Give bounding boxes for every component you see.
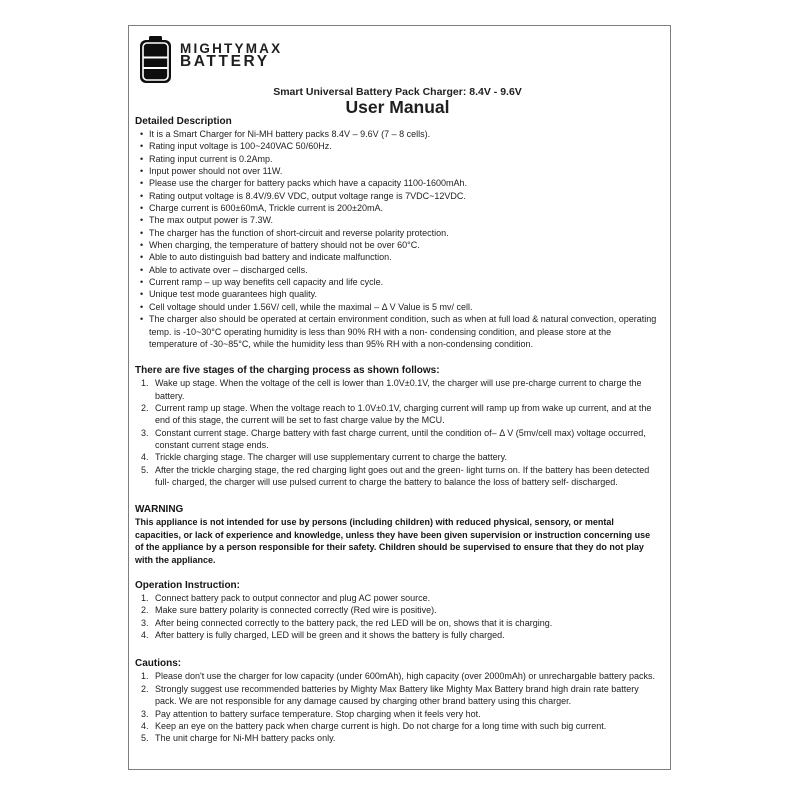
bullet-item	[135, 276, 660, 288]
bullet-item	[135, 140, 660, 152]
stage-item	[135, 427, 660, 452]
operation-item	[135, 629, 660, 641]
bullet-text: • The max output power is 7.3W.	[149, 215, 274, 226]
caution-text: The unit charge for Ni-MH battery packs only.	[155, 733, 336, 744]
caution-text: Strongly suggest use recommended batteries by Mighty Max Battery like Mighty Max Battery brand high drain rate battery pack. We are not responsible for any damage caused by charging other brand battery using this charger.	[155, 683, 639, 707]
operation-text: Make sure battery polarity is connected correctly (Red wire is positive).	[155, 605, 437, 616]
operation-text: After battery is fully charged, LED will be green and it shows the battery is fully charged.	[155, 630, 505, 641]
brand-header	[140, 36, 660, 83]
bullet-item	[135, 301, 660, 313]
caution-text: Please don't use the charger for low capacity (under 600mAh), high capacity (over 2000mAh) or unrechargable battery packs.	[155, 671, 655, 682]
bullet-text: • Able to activate over – discharged cells.	[149, 264, 308, 275]
caution-item	[135, 708, 660, 720]
bullet-item	[135, 227, 660, 239]
caution-item	[135, 720, 660, 732]
charging-stages-list	[135, 377, 660, 488]
caution-item	[135, 670, 660, 682]
bullet-text: • Cell voltage should under 1.56V/ cell, while the maximal – Δ V Value is 5 mv/ cell.	[149, 301, 473, 312]
stage-text: Wake up stage. When the voltage of the cell is lower than 1.0V±0.1V, the charger will use pre-charge current to charge the battery.	[155, 378, 642, 401]
bullet-item	[135, 313, 660, 350]
caution-item	[135, 732, 660, 744]
brand-line1: MIGHTYMAX	[180, 41, 283, 56]
bullet-item	[135, 177, 660, 189]
stage-item	[135, 402, 660, 427]
bullet-item	[135, 165, 660, 177]
bullet-item	[135, 288, 660, 300]
heading-operation-instruction: Operation Instruction:	[135, 580, 240, 592]
operation-item	[135, 617, 660, 629]
cautions-list	[135, 670, 660, 744]
bullet-text: • Input power should not over 11W.	[149, 166, 283, 177]
brand-line2: BATTERY	[180, 53, 270, 70]
bullet-text: • Rating input voltage is 100~240VAC 50/60Hz.	[149, 141, 332, 152]
bullet-item	[135, 264, 660, 276]
bullet-text: • Unique test mode guarantees high quality.	[149, 289, 317, 300]
bullet-text: • Able to auto distinguish bad battery and indicate malfunction.	[149, 252, 392, 263]
page-title: User Manual	[345, 97, 450, 117]
operation-item	[135, 592, 660, 604]
product-subtitle: Smart Universal Battery Pack Charger: 8.4V - 9.6V	[273, 86, 522, 98]
caution-item	[135, 683, 660, 708]
bullet-item	[135, 214, 660, 226]
brand-name	[180, 36, 282, 69]
bullet-item	[135, 251, 660, 263]
caution-text: Pay attention to battery surface temperature. Stop charging when it feels very hot.	[155, 708, 481, 719]
stage-item	[135, 451, 660, 463]
heading-warning: WARNING	[135, 504, 184, 516]
operation-text: After being connected correctly to the battery pack, the red LED will be on, shows that it is charging.	[155, 617, 553, 628]
bullet-item	[135, 239, 660, 251]
operation-text: Connect battery pack to output connector and plug AC power source.	[155, 593, 431, 604]
detailed-description-list	[135, 128, 660, 350]
operation-item	[135, 604, 660, 616]
battery-icon	[140, 36, 171, 83]
bullet-text: • Rating input current is 0.2Amp.	[149, 153, 273, 164]
stage-text: Current ramp up stage. When the voltage reach to 1.0V±0.1V, charging current will ramp up from wake up current, and at the end of this stage, the current will be set to fast charge value by the MCU.	[155, 402, 652, 426]
bullet-text: • The charger also should be operated at certain environment condition, such as when at full load & natural convection, operating temp. is -10~30°C operating humidity is less than 90% RH with a non- condensing condition, and please store at the temperature of -30~85°C, while the humidity less than 95% RH with a non-condensing condition.	[149, 314, 657, 349]
stage-text: Constant current stage. Charge battery with fast charge current, until the condition of– Δ V (5mv/cell max) voltage occurred, constant current stage ends.	[155, 427, 646, 450]
bullet-text: • Please use the charger for battery packs which have a capacity 1100-1600mAh.	[149, 178, 468, 189]
heading-charging-stages: There are five stages of the charging process as shown follows:	[135, 365, 440, 377]
operation-instruction-list	[135, 592, 660, 641]
bullet-text: • Current ramp – up way benefits cell capacity and life cycle.	[149, 277, 384, 288]
bullet-item	[135, 202, 660, 214]
heading-cautions: Cautions:	[135, 658, 182, 670]
caution-text: Keep an eye on the battery pack when charge current is high. Do not charge for a long time with such big current.	[155, 720, 607, 731]
bullet-text: • It is a Smart Charger for Ni-MH battery packs 8.4V – 9.6V (7 – 8 cells).	[149, 129, 431, 139]
bullet-text: • Rating output voltage is 8.4V/9.6V VDC, output voltage range is 7VDC~12VDC.	[149, 190, 466, 201]
heading-detailed-description: Detailed Description	[135, 116, 232, 127]
bullet-text: • When charging, the temperature of battery should not be over 60°C.	[149, 240, 420, 251]
bullet-text: • Charge current is 600±60mA, Trickle current is 200±20mA.	[149, 203, 383, 214]
warning-text: This appliance is not intended for use by persons (including children) with reduced physical, sensory, or mental capacities, or lack of experience and knowledge, unless they have been given supervision or instruction concerning use of the appliance by a person responsible for their safety. Children should be supervised to ensure that they do not play with the appliance.	[135, 517, 651, 565]
bullet-item	[135, 128, 660, 140]
stage-item	[135, 464, 660, 489]
bullet-text: • The charger has the function of short-circuit and reverse polarity protection.	[149, 227, 449, 238]
page-content	[129, 26, 670, 745]
stage-item	[135, 377, 660, 402]
manual-page	[128, 25, 671, 770]
bullet-item	[135, 153, 660, 165]
stage-text: After the trickle charging stage, the red charging light goes out and the green- light turns on. If the battery has been detected full- charged, the charger will use pulsed current to charge the battery to balance the loss of battery self- discharged.	[155, 464, 650, 487]
bullet-item	[135, 190, 660, 202]
stage-text: Trickle charging stage. The charger will use supplementary current to charge the battery.	[155, 452, 508, 463]
